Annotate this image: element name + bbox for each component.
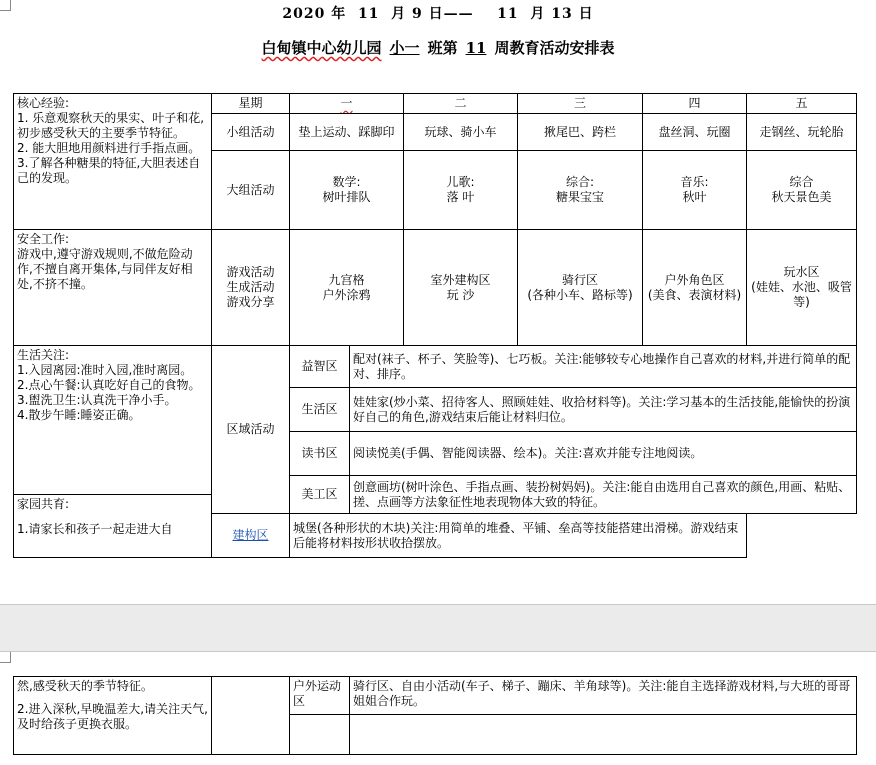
area-activity-label-continued <box>212 677 290 755</box>
class-name: 小一 <box>389 39 420 57</box>
area-content-life: 娃娃家(炒小菜、招待客人、照顾娃娃、收拾材料等)。关注:学习基本的生活技能,能愉快的扮演好自己的角色,游戏结束后能让材料归位。 <box>350 388 857 432</box>
large-group-wed-name: 糖果宝宝 <box>556 190 605 204</box>
year: 2020 <box>282 6 326 22</box>
area-activity-label: 区域活动 <box>212 346 290 514</box>
date-range <box>0 3 876 23</box>
page-edge-top <box>0 604 876 605</box>
large-group-fri-name: 秋天景色美 <box>771 190 832 204</box>
weekday-mon-text: 一 <box>340 96 353 110</box>
end-month: 11 <box>497 6 519 22</box>
small-group-label: 小组活动 <box>212 114 290 151</box>
document-page-2 <box>0 652 876 765</box>
area-content-outdoor: 骑行区、自由小活动(车子、梯子、蹦床、羊角球等)。关注:能自主选择游戏材料,与大班的哥哥姐姐合作玩。 <box>350 677 857 715</box>
home-school-spacer <box>17 512 208 522</box>
life-care-3: 3.盥洗卫生:认真洗干净小手。 <box>17 393 177 407</box>
area-content-empty <box>350 715 857 755</box>
month-unit-2: 月 <box>530 6 546 22</box>
games-row <box>14 230 857 346</box>
area-name-build <box>212 514 290 558</box>
core-experience-label: 核心经验: <box>17 96 70 110</box>
weekly-plan-table <box>13 93 857 558</box>
life-care-label: 生活关注: <box>17 348 70 362</box>
home-school-spacer-2 <box>17 694 208 702</box>
games-tue: 室外建构区 玩 沙 <box>404 230 518 346</box>
weekday-label: 星期 <box>212 94 290 114</box>
life-care-cell <box>14 346 212 495</box>
small-group-fri: 走钢丝、玩轮胎 <box>747 114 857 151</box>
area-row-outdoor <box>14 677 857 715</box>
large-group-mon-name: 树叶排队 <box>322 190 371 204</box>
games-wed: 骑行区 (各种小车、路标等) <box>518 230 643 346</box>
end-unit: 日 <box>578 6 594 22</box>
large-group-fri-subject: 综合 <box>789 175 814 189</box>
safety-label: 安全工作: <box>17 232 70 246</box>
large-group-label: 大组活动 <box>212 151 290 230</box>
large-group-tue-subject: 儿歌: <box>446 175 475 189</box>
weekday-mon <box>290 94 404 114</box>
life-care-2: 2.点心午餐:认真吃好自己的食物。 <box>17 378 201 392</box>
home-school-cell-continued <box>14 677 212 755</box>
page-title <box>0 37 876 58</box>
large-group-wed-subject: 综合: <box>565 175 595 189</box>
home-school-1a: 1.请家长和孩子一起走进大自 <box>17 522 173 536</box>
area-name-reading: 读书区 <box>290 432 350 476</box>
start-day: 9 <box>412 6 423 22</box>
home-school-1b: 然,感受秋天的季节特征。 <box>17 679 153 693</box>
area-content-build: 城堡(各种形状的木块)关注:用简单的堆叠、平铺、垒高等技能搭建出滑梯。游戏结束后能将材料按形状收拾摆放。 <box>290 514 747 558</box>
weekly-plan-table-continued <box>13 676 857 755</box>
small-group-thu: 盘丝洞、玩圈 <box>643 114 747 151</box>
weekday-tue: 二 <box>404 94 518 114</box>
area-name-build-text: 建构区 <box>232 528 269 542</box>
month-unit: 月 <box>391 6 407 22</box>
large-group-mon-subject: 数学: <box>332 175 361 189</box>
small-group-wed: 揪尾巴、跨栏 <box>518 114 643 151</box>
area-name-life: 生活区 <box>290 388 350 432</box>
week-number: 11 <box>465 39 487 57</box>
area-name-art: 美工区 <box>290 476 350 514</box>
year-unit: 年 <box>331 6 347 22</box>
large-group-mon <box>290 151 404 230</box>
large-group-tue <box>404 151 518 230</box>
games-fri: 玩水区 (娃娃、水池、吸管等) <box>747 230 857 346</box>
weekday-wed: 三 <box>518 94 643 114</box>
class-word: 班第 <box>427 39 458 57</box>
safety-text: 游戏中,遵守游戏规则,不做危险动作,不擅自离开集体,与同伴友好相处,不挤不撞。 <box>17 247 193 291</box>
school-name: 白甸镇中心幼儿园 <box>261 39 382 57</box>
page-gap <box>0 604 876 652</box>
home-school-cell <box>14 495 212 558</box>
core-experience-cell <box>14 94 212 230</box>
games-thu: 户外角色区 (美食、表演材料) <box>643 230 747 346</box>
day-unit: 日—— <box>428 6 474 22</box>
weekday-thu: 四 <box>643 94 747 114</box>
games-label: 游戏活动 生成活动 游戏分享 <box>212 230 290 346</box>
area-content-reading: 阅读悦美(手偶、智能阅读器、绘本)。关注:喜欢并能专注地阅读。 <box>350 432 857 476</box>
title-suffix: 周教育活动安排表 <box>494 39 615 57</box>
area-name-outdoor: 户外运动区 <box>290 677 350 715</box>
games-mon: 九宫格 户外涂鸦 <box>290 230 404 346</box>
safety-cell <box>14 230 212 346</box>
page-corner-mark <box>0 652 11 663</box>
small-group-tue: 玩球、骑小车 <box>404 114 518 151</box>
large-group-tue-name: 落 叶 <box>446 190 475 204</box>
life-care-1: 1.入园离园:准时入园,准时离园。 <box>17 363 193 377</box>
large-group-thu <box>643 151 747 230</box>
core-experience-1: 1. 乐意观察秋天的果实、叶子和花,初步感受秋天的主要季节特征。 <box>17 111 205 140</box>
start-month: 11 <box>357 6 380 22</box>
weekday-header-row <box>14 94 857 114</box>
life-care-4: 4.散步午睡:睡姿正确。 <box>17 408 141 422</box>
core-experience-2: 2. 能大胆地用颜料进行手指点画。 <box>17 141 201 155</box>
area-name-puzzle: 益智区 <box>290 346 350 388</box>
large-group-fri <box>747 151 857 230</box>
home-school-2: 2.进入深秋,早晚温差大,请关注天气,及时给孩子更换衣服。 <box>17 702 208 731</box>
small-group-mon: 垫上运动、踩脚印 <box>290 114 404 151</box>
area-row-puzzle <box>14 346 857 388</box>
large-group-thu-name: 秋叶 <box>682 190 707 204</box>
large-group-wed <box>518 151 643 230</box>
end-day: 13 <box>551 6 573 22</box>
large-group-thu-subject: 音乐: <box>680 175 709 189</box>
area-content-puzzle: 配对(袜子、杯子、笑脸等)、七巧板。关注:能够较专心地操作自己喜欢的材料,并进行简单的配对、排序。 <box>350 346 857 388</box>
area-name-empty <box>290 715 350 755</box>
home-school-label: 家园共育: <box>17 497 70 511</box>
core-experience-3: 3.了解各种糖果的特征,大胆表述自己的发现。 <box>17 156 201 185</box>
area-content-art: 创意画坊(树叶涂色、手指点画、装扮树妈妈)。关注:能自由选用自己喜欢的颜色,用画、粘贴、搓、点画等方法象征性地表现物体大致的特征。 <box>350 476 857 514</box>
weekday-fri: 五 <box>747 94 857 114</box>
